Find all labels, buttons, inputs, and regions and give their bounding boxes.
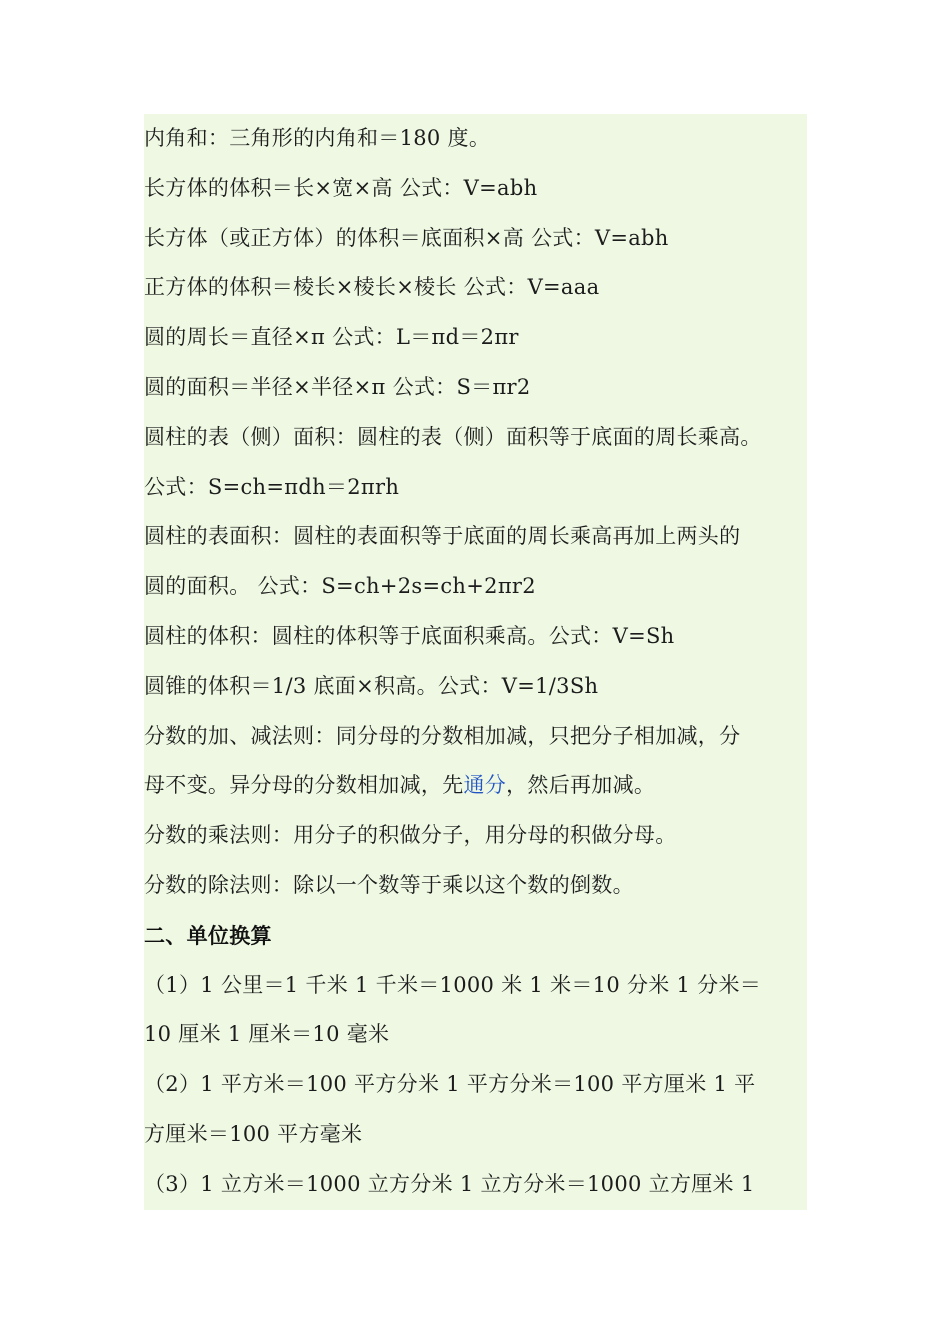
text-segment: ，然后再加减。 <box>506 773 656 798</box>
text-line: 圆的面积＝半径×半径×π 公式：S＝πr2 <box>144 374 531 399</box>
text-line: 正方体的体积＝棱长×棱长×棱长 公式：V=aaa <box>144 275 600 300</box>
text-line: 分数的除法则：除以一个数等于乘以这个数的倒数。 <box>144 872 634 897</box>
text-line: 10 厘米 1 厘米＝10 毫米 <box>144 1022 390 1047</box>
text-line: 圆柱的表面积：圆柱的表面积等于底面的周长乘高再加上两头的 <box>144 524 741 549</box>
section-heading: 二、单位换算 <box>144 922 272 948</box>
text-line: 圆锥的体积＝1/3 底面×积高。公式：V=1/3Sh <box>144 673 599 698</box>
text-line: 公式：S=ch=πdh＝2πrh <box>144 474 400 499</box>
text-line: （2）1 平方米＝100 平方分米 1 平方分米＝100 平方厘米 1 平 <box>144 1072 756 1097</box>
text-line: 分数的乘法则：用分子的积做分子，用分母的积做分母。 <box>144 823 677 848</box>
text-line: 圆的面积。 公式：S=ch+2s=ch+2πr2 <box>144 574 536 599</box>
text-line: 分数的加、减法则：同分母的分数相加减，只把分子相加减，分 <box>144 723 741 748</box>
text-segment: 母不变。异分母的分数相加减，先 <box>144 773 464 798</box>
text-line: 圆的周长＝直径×π 公式：L＝πd＝2πr <box>144 325 519 350</box>
text-line: 圆柱的表（侧）面积：圆柱的表（侧）面积等于底面的周长乘高。 <box>144 424 762 449</box>
tongfen-link[interactable]: 通分 <box>463 773 507 798</box>
text-line: （1）1 公里＝1 千米 1 千米＝1000 米 1 米＝10 分米 1 分米＝ <box>144 972 762 997</box>
text-line: （3）1 立方米＝1000 立方分米 1 立方分米＝1000 立方厘米 1 <box>144 1171 755 1196</box>
document-body <box>144 114 807 1210</box>
text-line: 长方体（或正方体）的体积＝底面积×高 公式：V=abh <box>144 225 669 250</box>
text-line: 长方体的体积＝长×宽×高 公式：V=abh <box>144 175 538 200</box>
text-line: 圆柱的体积：圆柱的体积等于底面积乘高。公式：V=Sh <box>144 623 675 648</box>
text-line: 方厘米＝100 平方毫米 <box>144 1121 363 1146</box>
text-line <box>144 761 807 811</box>
text-line: 内角和：三角形的内角和＝180 度。 <box>144 126 491 150</box>
